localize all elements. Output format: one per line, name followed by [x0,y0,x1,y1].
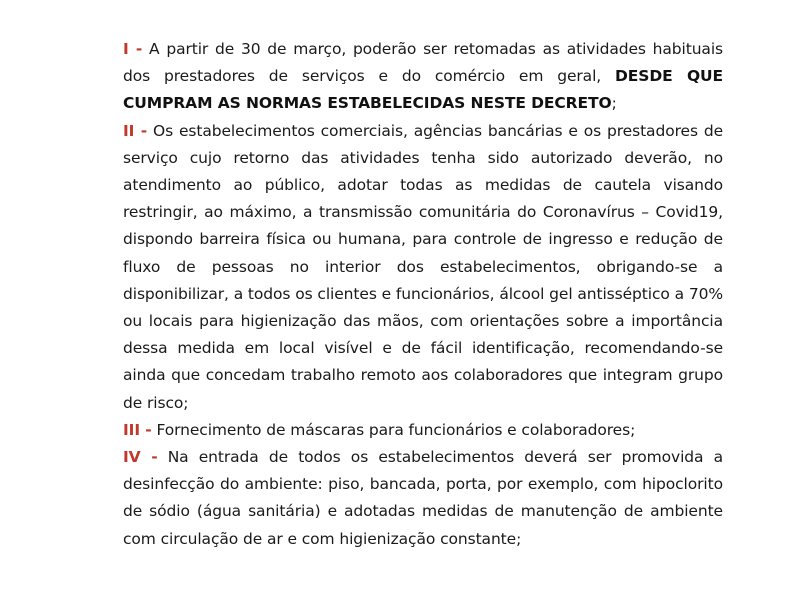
clause-text: Fornecimento de máscaras para funcionários e colaboradores; [151,420,636,439]
clause-number: IV - [123,448,158,467]
clause-number: III - [123,420,152,439]
clause-text: A partir de 30 de março, poderão ser retomadas as atividades habituais dos prestadores de serviços e do comércio em geral, [123,40,724,86]
clause-iv [123,444,723,553]
clause-text: Na entrada de todos os estabelecimentos deverá ser promovida a desinfecção do ambiente: piso, bancada, porta, por exemplo, com hipoclorito de sódio (água sanitária) e adotadas medidas de manutenção de ambiente com circulação de ar e com higienização constante; [123,448,723,548]
clause-ii [123,118,723,417]
clause-emphasis: DESDE QUE CUMPRAM AS NORMAS ESTABELECIDAS NESTE DECRETO [123,67,723,113]
clause-iii [123,417,723,444]
clause-i [123,36,723,118]
decree-document [123,36,723,553]
clause-tail: ; [611,94,617,113]
clause-number: II - [123,121,148,140]
clause-text: Os estabelecimentos comerciais, agências bancárias e os prestadores de serviço cujo retorno das atividades tenha sido autorizado deverão, no atendimento ao público, adotar todas as medidas de cautela visando restringir, ao máximo, a transmissão comunitária do Coronavírus – Covid19, dispondo barreira física ou humana, para controle de ingresso e redução de fluxo de pessoas no interior dos estabelecimentos, obrigando-se a disponibilizar, a todos os clientes e funcionários, álcool gel antisséptico a 70% ou locais para higienização das mãos, com orientações sobre a importância dessa medida em local visível e de fácil identificação, recomendando-se ainda que concedam trabalho remoto aos colaboradores que integram grupo de risco; [123,121,724,412]
clause-number: I - [123,40,143,58]
